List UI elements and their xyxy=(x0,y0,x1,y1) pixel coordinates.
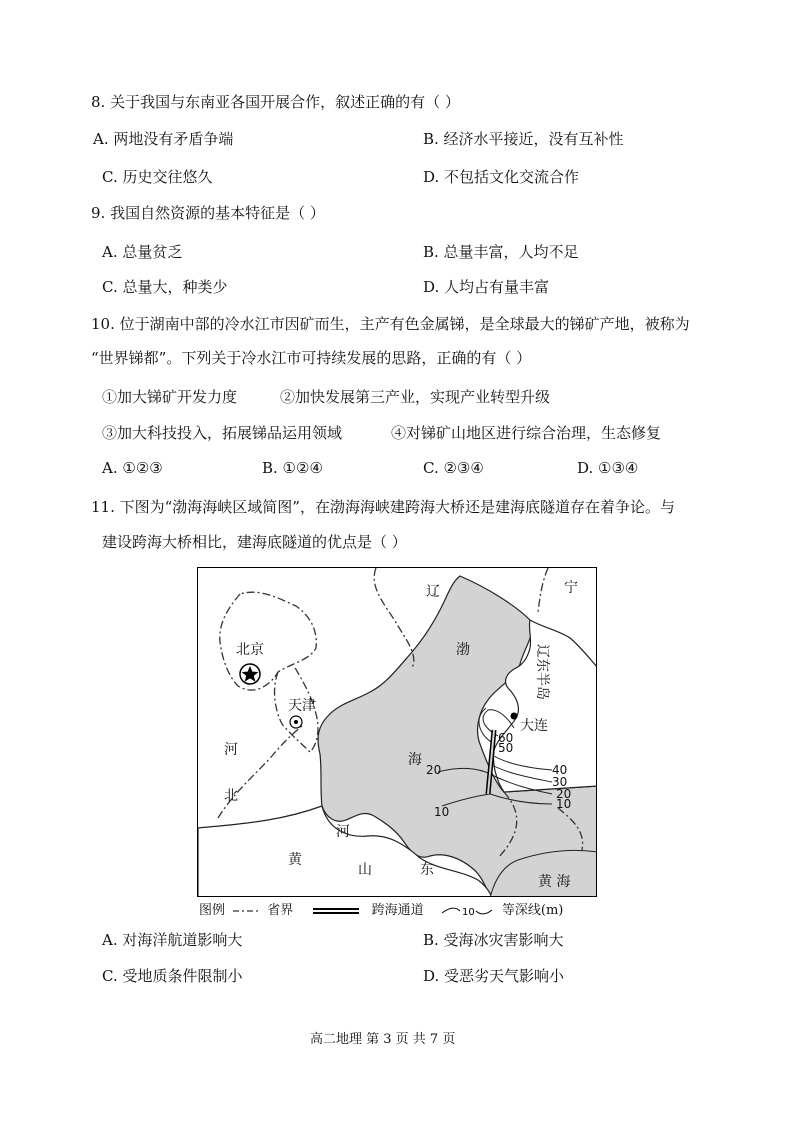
depth-label-20: 20 xyxy=(556,787,572,801)
boundary-beijing xyxy=(220,592,317,690)
label-beijing: 北京 xyxy=(236,642,264,658)
map-legend xyxy=(199,902,563,920)
q8-option-c: C. 历史交往悠久 xyxy=(102,168,213,186)
q10-statement-3: ③加大科技投入，拓展锑品运用领域 xyxy=(102,424,343,442)
page-footer: 高二地理 第 3 页 共 7 页 xyxy=(310,1032,456,1047)
label-he: 河 xyxy=(224,742,238,758)
q10-option-a: A. ①②③ xyxy=(102,459,163,477)
legend-boundary: 省界 xyxy=(267,903,294,918)
q11-stem-line2: 建设跨海大桥相比，建海底隧道的优点是（ ） xyxy=(102,533,407,551)
depth-label-60: 60 xyxy=(498,731,514,745)
label-tianjin: 天津 xyxy=(288,698,316,714)
label-dong: 东 xyxy=(420,862,434,878)
q8-option-b: B. 经济水平接近，没有互补性 xyxy=(423,130,624,148)
q11-stem-line1: 11. 下图为“渤海海峡区域简图”，在渤海海峡建跨海大桥还是建海底隧道存在着争论。与 xyxy=(91,498,675,516)
q9-option-d: D. 人均占有量丰富 xyxy=(423,278,550,296)
legend-contour-symbol xyxy=(440,902,494,920)
legend-channel-symbol xyxy=(311,906,361,916)
q9-option-a: A. 总量贫乏 xyxy=(102,243,183,261)
label-huang: 黄 xyxy=(288,852,302,868)
q8-option-a: A. 两地没有矛盾争端 xyxy=(93,130,234,148)
legend-contour-line xyxy=(440,904,494,918)
q11-option-b: B. 受海冰灾害影响大 xyxy=(423,931,564,949)
label-shan: 山 xyxy=(358,862,372,878)
q9-stem: 9. 我国自然资源的基本特征是（ ） xyxy=(91,204,325,222)
boundary-hebei-shandong xyxy=(218,726,302,818)
legend-title: 图例 xyxy=(199,903,226,918)
q8-stem: 8. 关于我国与东南亚各国开展合作，叙述正确的有（ ） xyxy=(91,93,460,111)
q10-option-b: B. ①②④ xyxy=(262,459,323,477)
beijing-capital-icon xyxy=(240,664,260,684)
boundary-liaoning-peninsula xyxy=(538,568,548,612)
q9-option-c: C. 总量大，种类少 xyxy=(102,278,228,296)
depth-label-30: 30 xyxy=(552,775,568,789)
tianjin-city-icon xyxy=(290,716,302,728)
legend-channel: 跨海通道 xyxy=(371,903,424,918)
q10-statement-2: ②加快发展第三产业，实现产业转型升级 xyxy=(280,388,551,406)
q8-option-d: D. 不包括文化交流合作 xyxy=(423,168,580,186)
depth-label-10-left: 10 xyxy=(434,805,450,819)
q10-statement-4: ④对锑矿山地区进行综合治理，生态修复 xyxy=(391,424,662,442)
depth-label-50: 50 xyxy=(498,741,514,755)
map-svg xyxy=(198,568,597,897)
legend-contour-value: 10 xyxy=(461,906,475,918)
legend-boundary-symbol xyxy=(231,906,261,916)
q11-option-c: C. 受地质条件限制小 xyxy=(102,967,243,985)
boundary-liaoning-hebei xyxy=(374,568,414,668)
q10-statement-1: ①加大锑矿开发力度 xyxy=(102,388,238,406)
label-dalian: 大连 xyxy=(520,718,548,734)
q10-option-d: D. ①③④ xyxy=(577,459,639,477)
depth-label-20-left: 20 xyxy=(426,763,442,777)
depth-label-40: 40 xyxy=(552,763,568,777)
label-liao: 辽 xyxy=(426,584,440,600)
dalian-city-icon xyxy=(511,713,518,720)
q11-option-a: A. 对海洋航道影响大 xyxy=(102,931,243,949)
label-peninsula: 辽东半岛 xyxy=(534,644,550,700)
label-huanghai: 黄 海 xyxy=(538,874,571,890)
q10-option-c: C. ②③④ xyxy=(423,459,484,477)
q10-stem-line2: “世界锑都”。下列关于冷水江市可持续发展的思路，正确的有（ ） xyxy=(91,349,532,367)
label-liaodong-peninsula xyxy=(534,644,551,700)
depth-label-10: 10 xyxy=(556,797,572,811)
label-bo: 渤 xyxy=(456,642,470,658)
label-he2: 河 xyxy=(336,824,350,840)
q9-option-b: B. 总量丰富，人均不足 xyxy=(423,243,579,261)
label-ning: 宁 xyxy=(564,580,578,596)
label-hai: 海 xyxy=(408,752,422,768)
bohai-strait-map xyxy=(197,567,597,897)
legend-contour: 等深线(m) xyxy=(501,903,564,918)
q10-stem-line1: 10. 位于湖南中部的冷水江市因矿而生，主产有色金属锑，是全球最大的锑矿产地，被称为 xyxy=(91,315,690,333)
q11-option-d: D. 受恶劣天气影响小 xyxy=(423,967,565,985)
label-bei: 北 xyxy=(224,788,238,804)
